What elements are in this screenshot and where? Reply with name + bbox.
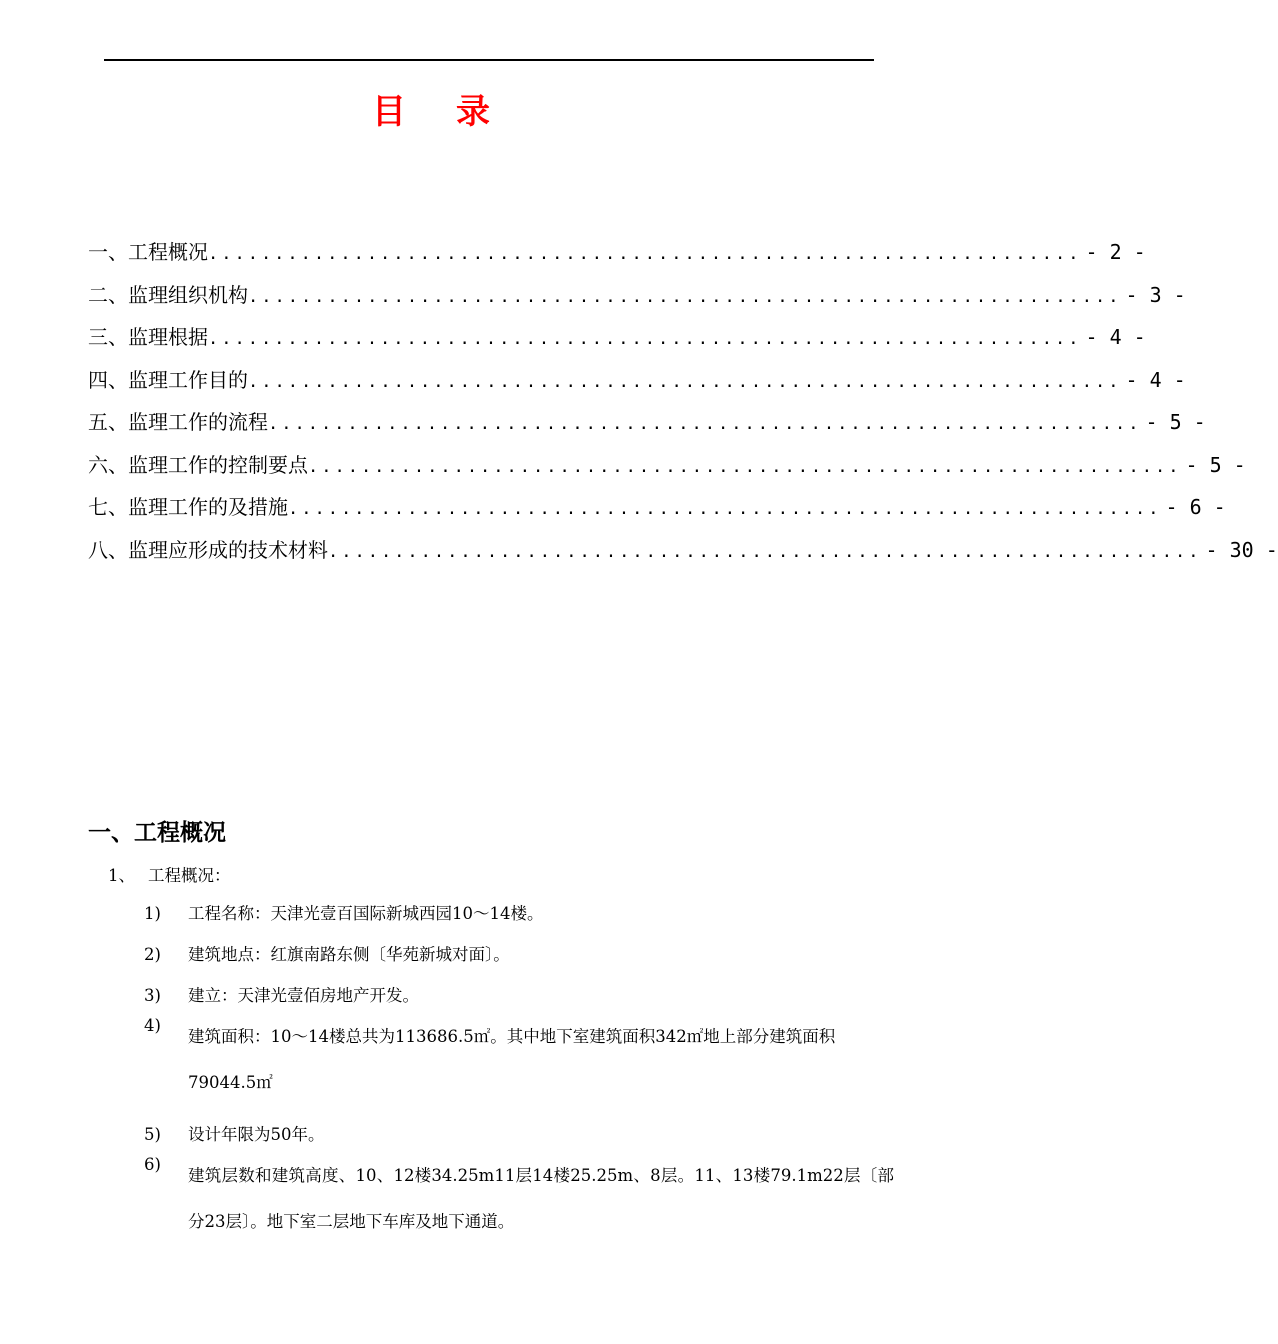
toc-leader-dots: .................................................................. [268, 414, 1142, 434]
list-item-text: 建筑层数和建筑高度、10、12楼34.25m11层14楼25.25m、8层。11、13楼79.1m22层〔部分23层〕。地下室二层地下车库及地下通道。 [188, 1166, 894, 1231]
list-item [144, 984, 894, 1008]
subsection-number: 1、 [108, 866, 135, 885]
toc-entry-page: - 6 - [1165, 495, 1226, 519]
toc-leader-dots: .................................................................. [208, 244, 1082, 264]
toc-entry-page: - 4 - [1085, 325, 1146, 349]
toc-entry[interactable] [88, 236, 1146, 279]
subsection-title: 工程概况： [148, 866, 231, 885]
toc-entry-page: - 3 - [1125, 282, 1186, 307]
list-item-text: 建立：天津光壹佰房地产开发。 [188, 986, 419, 1005]
table-of-contents [88, 236, 1278, 576]
toc-entry-page: - 4 - [1125, 367, 1186, 392]
toc-title-char-2: 录 [456, 92, 490, 132]
toc-leader-dots: .................................................................. [208, 329, 1082, 349]
toc-entry-label: 六、监理工作的控制要点 [88, 452, 308, 477]
list-item-text: 设计年限为50年。 [188, 1125, 325, 1144]
toc-title-char-1: 目 [372, 92, 406, 132]
project-overview-list [144, 902, 894, 1262]
list-item [144, 1123, 894, 1147]
toc-entry-page: - 5 - [1185, 452, 1246, 477]
toc-entry[interactable] [88, 534, 1278, 577]
toc-entry-label: 三、监理根据 [88, 325, 208, 349]
section-heading: 一、工程概况 [88, 820, 226, 846]
subsection-heading [108, 862, 231, 886]
list-item [144, 1153, 894, 1245]
toc-entry-label: 四、监理工作目的 [88, 367, 248, 392]
toc-entry-label: 八、监理应形成的技术材料 [88, 537, 328, 562]
toc-entry[interactable] [88, 279, 1186, 322]
toc-entry-label: 五、监理工作的流程 [88, 410, 268, 434]
toc-entry-label: 二、监理组织机构 [88, 282, 248, 307]
list-item-number: 3) [144, 986, 161, 1005]
list-item [144, 1014, 894, 1106]
list-item-text: 工程名称：天津光壹百国际新城西园10～14楼。 [188, 904, 544, 923]
toc-title [372, 84, 490, 133]
toc-entry[interactable] [88, 364, 1186, 407]
list-item-text: 建筑地点：红旗南路东侧〔华苑新城对面〕。 [188, 945, 510, 964]
list-item-number: 6) [144, 1155, 161, 1174]
toc-entry[interactable] [88, 449, 1246, 492]
list-item-text: 建筑面积：10～14楼总共为113686.5㎡。其中地下室建筑面积342㎡地上部分建筑面积79044.5㎡ [188, 1027, 836, 1092]
toc-entry-page: - 30 - [1205, 537, 1278, 562]
list-item [144, 943, 894, 967]
toc-entry[interactable] [88, 491, 1226, 534]
toc-entry-label: 一、工程概况 [88, 240, 208, 264]
list-item-number: 2) [144, 945, 161, 964]
list-item [144, 902, 894, 926]
toc-leader-dots: .................................................................. [288, 499, 1162, 519]
toc-leader-dots: .................................................................. [328, 541, 1202, 562]
toc-entry-page: - 5 - [1145, 410, 1206, 434]
toc-entry[interactable] [88, 406, 1206, 449]
toc-entry-page: - 2 - [1085, 240, 1146, 264]
toc-leader-dots: .................................................................. [308, 456, 1182, 477]
toc-entry-label: 七、监理工作的及措施 [88, 495, 288, 519]
toc-entry[interactable] [88, 321, 1146, 364]
list-item-number: 5) [144, 1125, 161, 1144]
list-item-number: 4) [144, 1016, 161, 1035]
toc-leader-dots: .................................................................. [248, 286, 1122, 307]
header-rule [104, 59, 874, 61]
list-item-number: 1) [144, 904, 161, 923]
toc-leader-dots: .................................................................. [248, 371, 1122, 392]
